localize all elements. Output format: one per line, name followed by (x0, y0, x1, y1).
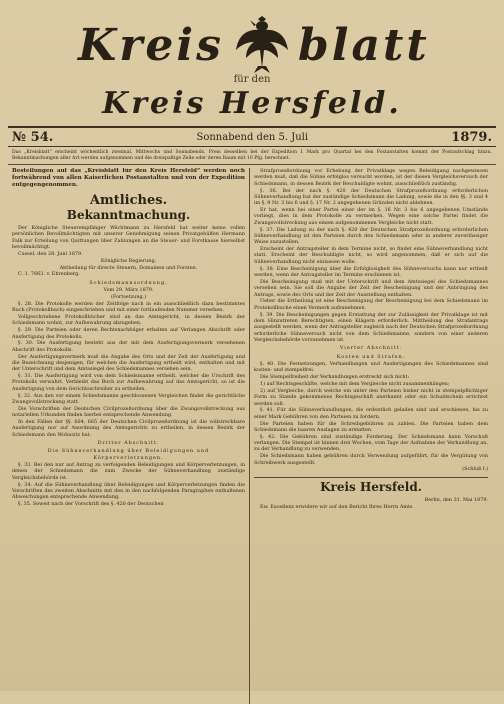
paragraph: Die Vorschriften der Deutschen Civilprozeßordnung über die Zwangsvollstreckung aus notariellen Urkunden finden hierbei entsprechende Anwendung. (12, 405, 245, 419)
announcement-title: Bekanntmachung. (66, 208, 191, 222)
issue-date: Sonnabend den 5. Juli (196, 131, 309, 143)
masthead-title-left: Kreis (78, 20, 224, 71)
paragraph: §. 31. Die Ausfertigung wird von dem Schiedsmanne ertheilt, welcher die Urschrift des Protokolls verwahrt. Verbleibt das Buch zur Aufbewahrung auf das Amtsgericht, so ist die Ausfertigung von dem Gerichtsschreiber zu ertheilen. (12, 373, 245, 392)
paragraph: §. 33. Bei den nur auf Antrag zu verfolgenden Beleidigungen und Körperverletzungen, in denen der Schiedsmann die zum Zwecke der Sühneverhandlung zuständige Vergleichsbehörde ist. (12, 462, 245, 481)
issue-year: 1879. (451, 129, 492, 145)
paragraph: Die Schiedsmann haben gebühren durch Verwendung aufgeführt, für die Vergütung von Schreibwerk ausgestellt. (254, 453, 488, 466)
subscription-notice: Bestellungen auf das „Kreisblatt für den Kreis Hersfeld“ werden noch fortwährend von allen Kaiserlichen Postanstalten und von der Expedition entgegengenommen. (12, 168, 245, 188)
subscription-info: Das „Kreisblatt“ erscheint wöchentlich zweimal, Mittwochs und Sonnabends. Preis desselben bei der Expedition 1 Mark pro Quartal bei den Postanstalten kommt der Postaufschlag hinzu. Bekanntmachungen aller Art werden aufgenommen und die dreispaltige Zeile oder deren Raum mit 10 Pfg. berechnet. (8, 147, 496, 165)
paragraph: Strafprozeßordnung vor Erhebung der Privatklage wegen Beleidigung nachgewiesen werden muß, daß die Sühne erfolglos versucht worden, ist der diesen Vergleichsversuch der Schiedsmann, in dessen Bezirk der Beschuldigte wohnt, ausschließlich zuständig. (254, 168, 488, 187)
local-dateline: Berlin, den 31. Mai 1879. (424, 496, 488, 503)
local-section-heading: Kreis Hersfeld. (254, 477, 488, 495)
paragraph: (Fortsetzung.) (110, 293, 147, 300)
paragraph: Dritter Abschnitt. (97, 440, 160, 446)
eagle-crest-icon (234, 16, 290, 74)
paragraph: Die Bescheinigung muß mit der Unterschrift und dem Amtssiegel des Schiedsmannes versehen sein. Sie soll die Angabe der Zeit der Bescheinigung und der Anbringung des Antrags, sowie des Orts und der Zeit der Ausstellung enthalten. (254, 278, 488, 298)
paragraph: 2) auf Vergleiche, durch welche ein unter den Parteien bisher nicht in stempelpflichtiger Form zu Stande gekommenes Rechtsgeschäft anerkannt oder ein Schuldschein errichtet werden soll. (254, 387, 488, 407)
issue-bar (8, 126, 496, 147)
paragraph: Erscheint der Antragsteller in dem Termine nicht, so findet eine Sühneverhandlung nicht statt. Erscheint der Beschuldigte nicht, so wird angenommen, daß er sich auf die Sühneverhandlung nicht einlassen wolle. (254, 246, 488, 265)
paragraph: Vollgeschriebene Protokollbücher sind an das Amtsgericht, in dessen Bezirk der Schiedsmann wohnt, zur Aufbewahrung abzugeben. (12, 313, 245, 327)
masthead-title-right: blatt (298, 20, 430, 71)
paragraph: §. 39. Die Bescheinigungen gegen Erstattung der zur Zulässigkeit der Privatklage ist mit dem Hinzutreten Berechtigten, einen Klägern erforderlich. Mittheilung des Strafantrags ausgestellt werden, wenn der Antragsteller zugleich nach der Deutschen Strafprozeßordnung erforderliche Sühneversuch nicht von dem Schiedsmanne, sondern von einer anderen Vergleichsbehörde vorzunehmen ist. (254, 311, 488, 343)
paragraph: In den Fällen der §§. 664, 665 der Deutschen Civilprozeßordnung ist die vollstreckbare Ausfertigung nur auf Anordnung des Amtsgerichts zu ertheilen, in dessen Bezirk der Schiedsmann den Wohnsitz hat. (12, 418, 245, 438)
paragraph: 1) auf Rechtsgeschäfte, welche mit dem Vergleiche nicht zusammenhängen; (260, 381, 450, 387)
paragraph: Der Königliche Steuerempfänger Wächtmann zu Hersfeld hat weiter keine vollen persönlichen Bevollmächtigten mit unserer Genehmigung seinen Privatgehülfen Hermann Falk zur Erteilung von Quittungen über Zahlungen an die Steuer- und Forstkasse hierselbst bevollmächtigt. (12, 225, 245, 251)
paragraph: Ueber die Ertheilung ist eine Bescheinigung der Bescheinigung bei dem Schiedsmann im Protokollbuche einen Vermerk aufzunehmen. (254, 298, 488, 311)
paragraph: §. 38. Eine Bescheinigung über die Erfolglosigkeit des Sühneversuchs kann nur ertheilt werden, wenn der Antragsteller im Termine erschienen ist. (254, 265, 488, 278)
left-column (8, 168, 250, 704)
paragraph: §. 40. Die Festsetzungen, Verhandlungen und Ausfertigungen des Schiedsmannes sind kosten- und stempelfrei. (254, 360, 488, 374)
paragraph: §. 37. Die Ladung zu der nach §. 420 der Deutschen Strafprozeßordnung erforderlichen Sühneverhandlung ist den Parteien durch den Schiedsmann oder in anderer zuverlässiger Weise zuzustellen. (254, 226, 488, 246)
paragraph: Abtheilung für directe Steuern, Domainen und Forsten. (59, 264, 198, 271)
section-title: Amtliches. (89, 193, 168, 208)
paragraph: Die Parteien haben für die Schreibgebühren zu zahlen. Die Parteien haben dem Schiedsmann die baaren Auslagen zu erstatten. (254, 420, 488, 433)
paragraph: Vom 29. März 1879. (103, 287, 154, 294)
paragraph: Der Ausfertigungsvermerk muß die Angabe des Orts und der Zeit der Ausfertigung und die Bezeichnung desjenigen, für welchen die Ausfertigung ertheilt wird, enthalten und mit der Unterschrift und dem Amtssiegel des Schiedsmannes versehen sein. (12, 353, 245, 373)
paragraph: Die Stempelfreiheit der Verhandlungen erstreckt sich nicht: (260, 374, 410, 381)
paragraph: §. 29. Die Parteien oder deren Rechtsnachfolger erhalten auf Verlangen Abschrift oder Ausfertigung des Protokolls. (12, 327, 245, 340)
masthead (8, 6, 496, 126)
masthead-for-the: für den (233, 74, 271, 85)
paragraph: Vierter Abschnitt. (339, 345, 403, 352)
issue-number: № 54. (12, 129, 54, 145)
paragraph: §. 36. Bei der nach §. 420 der Deutschen Strafprozeßordnung erforderlichen Sühneverhandlung hat der zuständige Schiedsmann die Ladung, sowie die in den §§. 3 und 4 im §. 9 Nr. 3 bis 6 und §. 17 Nr. 2 angegebenen Gründen nicht ablehnen. (254, 187, 488, 207)
paragraph: Cassel, den 28. Juni 1879. (18, 250, 83, 257)
paragraph: §. 35. Soweit nach der Vorschrift des §. 420 der Deutschen (18, 501, 164, 508)
paragraph: Er hat, wenn bei einer Partei einer der im §. 16 Nr. 3 bis 6 angegebenen Umstände vorliegt, dies in dem Protokolle zu vermerken. Wegen eine solche Partei findet die Zwangsvollstreckung aus einem aufgenommenen Vergleiche nicht statt. (254, 207, 488, 226)
paragraph: Ew. Excellenz erwidere wir auf den Bericht Ihres Herrn Amts (260, 503, 413, 510)
paragraph: §. 42. Die Gebühren sind zuständige Forderung. Der Schiedsmann kann Vorschuß verlangen. Die Stempel ist binnen drei Wochen, vom Tage der Aufnahme der Verhandlung an, zu der Verhandlung zu verwenden. (254, 433, 488, 453)
paragraph: Kosten und Strafen. (336, 353, 406, 360)
paragraph: C. 1. 7663. v. Ehrenberg. (18, 271, 80, 278)
paragraph: §. 28. Die Protokolle werden der Zeitfolge nach in ein ausschließlich dazu bestimmtes Buch (Protokollbuch) eingeschrieben und mit einer fortlaufenden Nummer versehen. (12, 300, 245, 314)
paragraph: §. 30. Die Ausfertigung besteht aus der mit dem Ausfertigungsvermerk versehenen Abschrift des Protokolls. (12, 340, 245, 353)
paragraph: Königliche Regierung, (100, 257, 157, 264)
paragraph: §. 32. Aus den vor einem Schiedsmanne geschlossenen Vergleichen findet die gerichtliche Zwangsvollstreckung statt. (12, 392, 245, 405)
right-column (250, 168, 492, 704)
paragraph: Die Sühneverhandlung über Beleidigungen und Körperverletzungen. (47, 448, 210, 461)
paragraph: (Schluß f.) (462, 466, 488, 473)
paragraph: §. 41. Für die Sühneverhandlungen, die ordentlich geladen sind und erschienen, bis zu einer Mark Gebühren von den Parteien zu fordern. (254, 407, 488, 420)
masthead-subtitle: Kreis Hersfeld. (102, 86, 402, 121)
paragraph: Schiedsmannsordnung. (89, 279, 168, 286)
paragraph: §. 34. Auf die Sühneverhandlung über Beleidigungen und Körperverletzungen finden die Vorschriften des zweiten Abschnitts mit den in den nachfolgenden Paragraphen enthaltenen Abweichungen entsprechende Anwendung. (12, 481, 245, 501)
article-columns (8, 168, 496, 704)
